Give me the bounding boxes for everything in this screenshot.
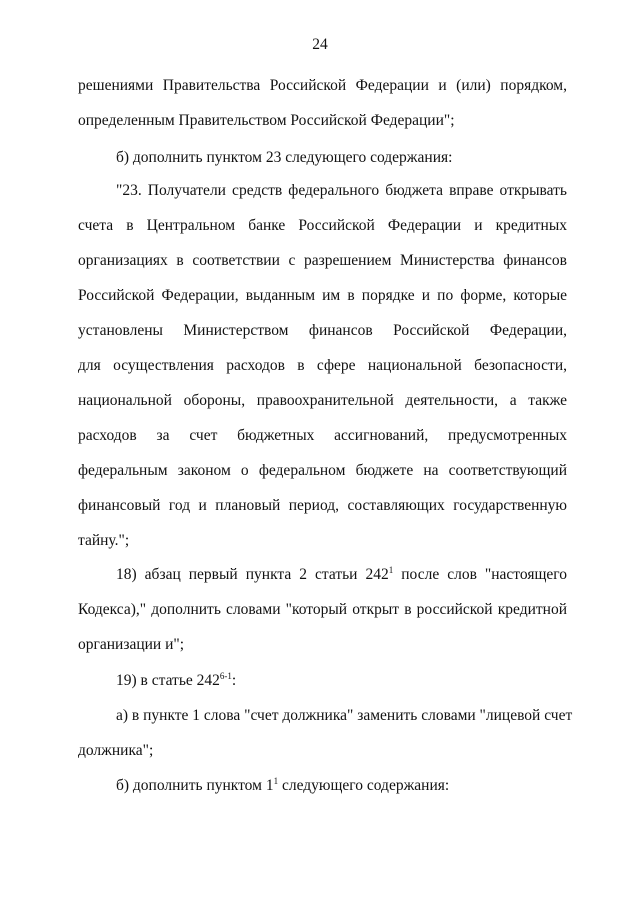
text-line: расходов за счет бюджетных ассигнований, предусмотренных xyxy=(78,427,567,444)
text-line: национальной обороны, правоохранительной деятельности, а также xyxy=(78,392,567,409)
superscript: 6-1 xyxy=(219,671,232,681)
line-part: 18) абзац первый пункта 2 статьи 242 xyxy=(116,566,389,583)
text-line: а) в пункте 1 слова "счет должника" заменить словами "лицевой счет xyxy=(116,707,573,724)
text-line: решениями Правительства Российской Федерации и (или) порядком, xyxy=(78,77,567,94)
text-line: Российской Федерации, выданным им в порядке и по форме, которые xyxy=(78,287,567,304)
text-line-with-superscript xyxy=(116,776,567,796)
text-line: "23. Получатели средств федерального бюджета вправе открывать xyxy=(116,182,567,199)
text-line: тайну."; xyxy=(78,532,130,549)
text-line: Кодекса)," дополнить словами "который открыт в российской кредитной xyxy=(78,601,567,618)
text-line: для осуществления расходов в сфере национальной безопасности, xyxy=(78,357,567,374)
line-part: 19) в статье 242 xyxy=(116,672,220,689)
text-line: финансовый год и плановый период, составляющих государственную xyxy=(78,497,567,514)
text-line: федеральным законом о федеральном бюджете на соответствующий xyxy=(78,462,567,479)
superscript: 1 xyxy=(388,565,394,575)
line-part: : xyxy=(231,672,237,689)
text-line-with-superscript xyxy=(116,671,567,691)
superscript: 1 xyxy=(273,776,279,786)
page-number: 24 xyxy=(312,36,328,53)
line-part: б) дополнить пунктом 1 xyxy=(116,777,274,794)
text-line: организации и"; xyxy=(78,636,185,653)
text-line: б) дополнить пунктом 23 следующего содержания: xyxy=(116,149,453,166)
text-line-with-superscript xyxy=(116,565,567,585)
line-part: следующего содержания: xyxy=(278,777,450,794)
text-line: должника"; xyxy=(78,742,154,759)
text-line: установлены Министерством финансов Российской Федерации, xyxy=(78,322,567,339)
text-line: организациях в соответствии с разрешением Министерства финансов xyxy=(78,252,567,269)
text-line: счета в Центральном банке Российской Федерации и кредитных xyxy=(78,217,567,234)
line-part: после слов "настоящего xyxy=(393,566,567,583)
text-line: определенным Правительством Российской Федерации"; xyxy=(78,112,455,129)
